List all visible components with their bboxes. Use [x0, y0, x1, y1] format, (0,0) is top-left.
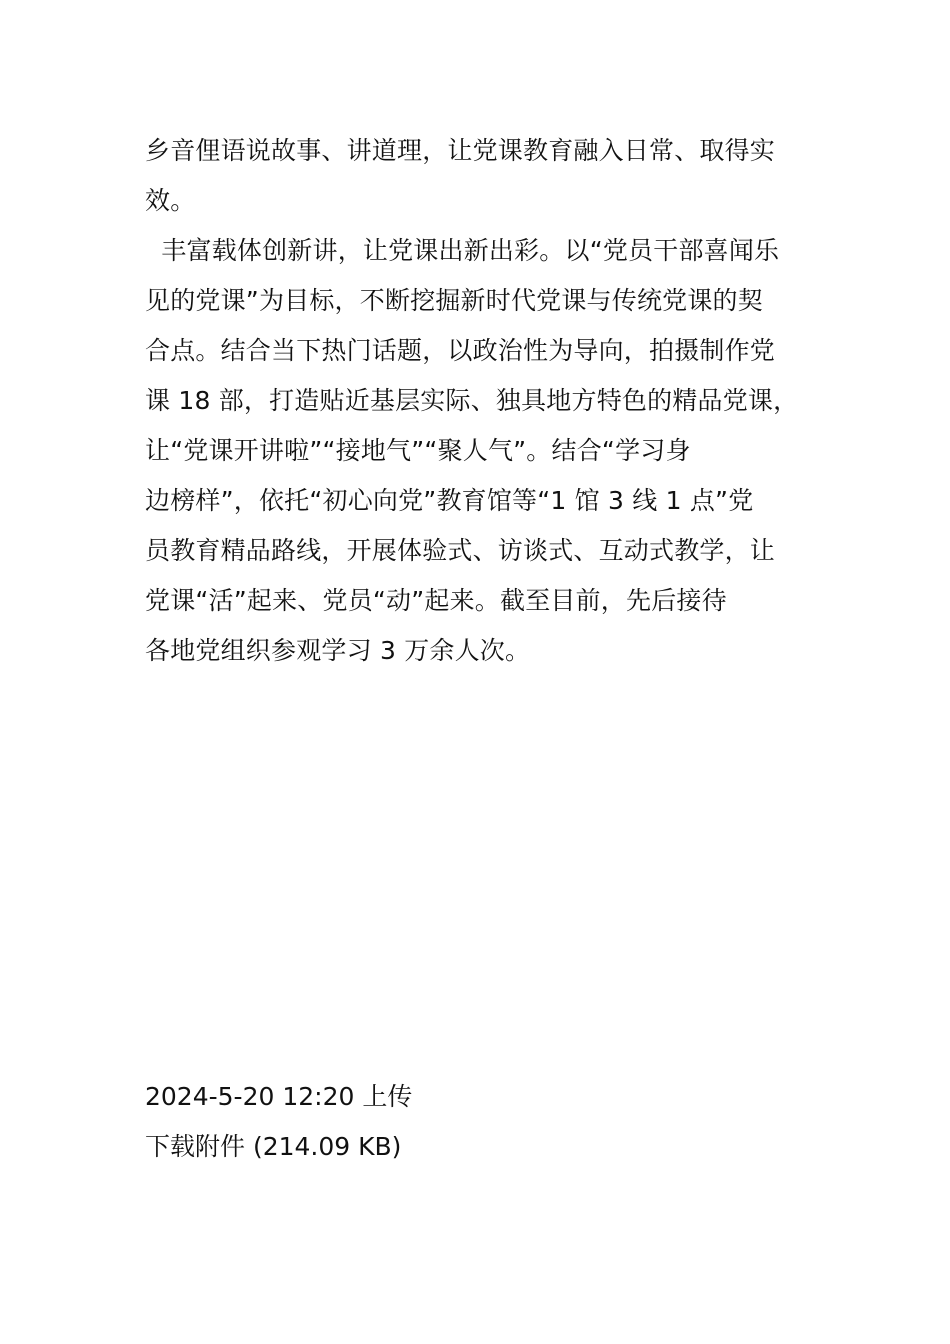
article-line: 课 18 部，打造贴近基层实际、独具地方特色的精品党课， [145, 386, 799, 415]
article-line: 乡音俚语说故事、讲道理，让党课教育融入日常、取得实 [145, 136, 776, 165]
article-line: 让“党课开讲啦”“接地气”“聚人气”。结合“学习身 [145, 436, 691, 465]
article-line: 见的党课”为目标，不断挖掘新时代党课与传统党课的契 [145, 286, 763, 315]
article-body [145, 126, 807, 676]
article-line: 丰富载体创新讲，让党课出新出彩。以“党员干部喜闻乐 [145, 236, 780, 265]
article-line: 各地党组织参观学习 3 万余人次。 [145, 636, 531, 665]
article-line: 党课“活”起来、党员“动”起来。截至目前，先后接待 [145, 586, 727, 615]
attachment-info [145, 1072, 807, 1172]
article-line: 边榜样”，依托“初心向党”教育馆等“1 馆 3 线 1 点”党 [145, 486, 754, 515]
article-line: 员教育精品路线，开展体验式、访谈式、互动式教学，让 [145, 536, 776, 565]
download-attachment-link[interactable]: 下载附件 (214.09 KB) [145, 1132, 402, 1161]
upload-timestamp: 2024-5-20 12:20 上传 [145, 1082, 413, 1111]
article-line: 合点。结合当下热门话题，以政治性为导向，拍摄制作党 [145, 336, 776, 365]
download-attachment-row [145, 1122, 807, 1172]
article-line: 效。 [145, 186, 196, 215]
